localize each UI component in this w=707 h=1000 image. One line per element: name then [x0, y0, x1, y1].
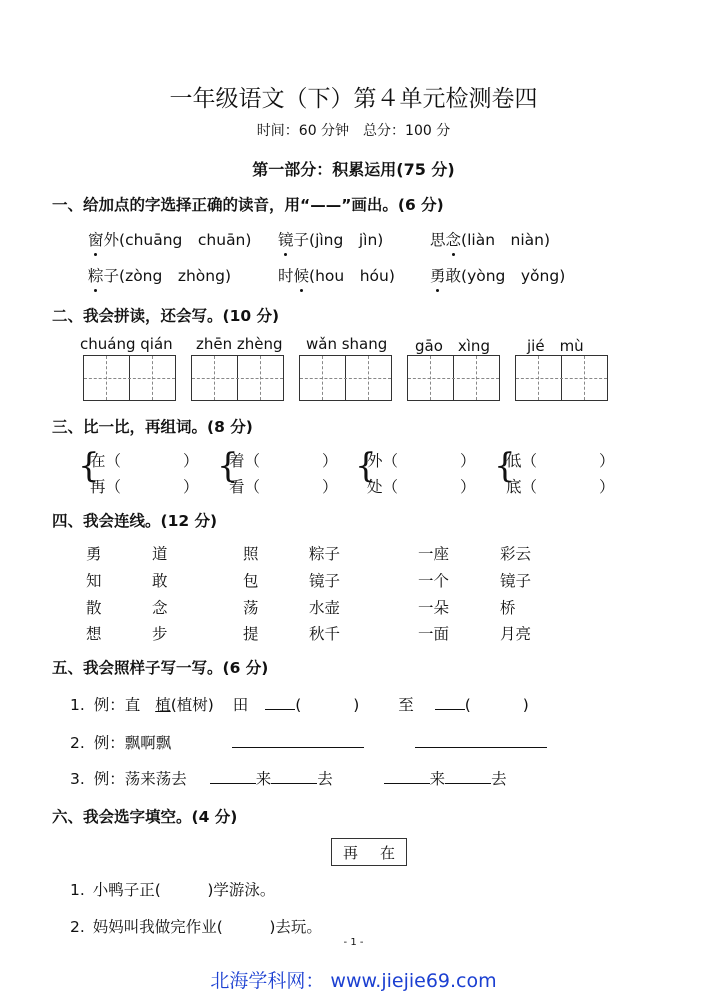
brace: {	[217, 446, 239, 486]
match-word[interactable]: 粽子	[309, 545, 341, 563]
compare-word: 低（ ）	[506, 452, 615, 470]
compare-word: 外（ ）	[367, 452, 476, 470]
brace: {	[78, 446, 100, 486]
compare-word: 在（ ）	[90, 452, 199, 470]
answer-blank[interactable]	[384, 769, 430, 784]
match-char[interactable]: 想	[86, 625, 102, 643]
answer-blank[interactable]	[232, 733, 364, 748]
reading-item: 粽子(zòng zhòng)	[88, 267, 231, 285]
pinyin-2: zhēn zhèng	[196, 335, 283, 353]
writing-grid[interactable]	[515, 355, 608, 401]
match-word[interactable]: 镜子	[309, 572, 341, 590]
match-word[interactable]: 一个	[418, 572, 450, 590]
writing-grid[interactable]	[83, 355, 176, 401]
compare-word: 底（ ）	[506, 478, 615, 496]
pinyin-1: chuáng qián	[80, 335, 173, 353]
match-word[interactable]: 水壶	[309, 599, 341, 617]
pinyin-5: jié mù	[527, 337, 584, 355]
match-char[interactable]: 道	[152, 545, 168, 563]
section-2-heading: 二、我会拼读，还会写。(10 分)	[52, 307, 280, 325]
fill-question-1[interactable]: 1. 小鸭子正( )学游泳。	[70, 881, 276, 899]
compare-word: 处（ ）	[367, 478, 476, 496]
example-line-3: 3. 例：荡来荡去 来 去 来 去	[70, 770, 507, 788]
fill-question-2[interactable]: 2. 妈妈叫我做完作业( )去玩。	[70, 918, 322, 936]
answer-blank[interactable]	[210, 769, 256, 784]
choice-word: 再	[342, 843, 358, 862]
match-char[interactable]: 散	[86, 599, 102, 617]
example-line-2: 2. 例：飘啊飘	[70, 731, 547, 753]
section-1-heading: 一、给加点的字选择正确的读音，用“——”画出。(6 分)	[52, 196, 444, 214]
match-char[interactable]: 提	[243, 625, 259, 643]
pinyin-3: wǎn shang	[306, 335, 388, 353]
match-word[interactable]: 彩云	[500, 545, 532, 563]
compare-word: 着（ ）	[229, 452, 338, 470]
match-char[interactable]: 包	[243, 572, 259, 590]
section-3-heading: 三、比一比，再组词。(8 分)	[52, 418, 253, 436]
reading-item: 勇敢(yòng yǒng)	[430, 267, 566, 285]
match-char[interactable]: 照	[243, 545, 259, 563]
compare-word: 看（ ）	[229, 478, 338, 496]
reading-item: 镜子(jìng jìn)	[278, 231, 384, 249]
footer-website[interactable]: 北海学科网： www.jiejie69.com	[210, 970, 497, 992]
match-word[interactable]: 一朵	[418, 599, 450, 617]
section-5-heading: 五、我会照样子写一写。(6 分)	[52, 659, 269, 677]
answer-blank[interactable]	[435, 695, 465, 710]
match-char[interactable]: 步	[152, 625, 168, 643]
match-char[interactable]: 荡	[243, 599, 259, 617]
compare-word: 再（ ）	[90, 478, 199, 496]
page-number: - 1 -	[343, 937, 364, 948]
reading-item: 时候(hou hóu)	[278, 267, 395, 285]
choice-word: 在	[379, 843, 395, 862]
match-word[interactable]: 镜子	[500, 572, 532, 590]
answer-blank[interactable]	[445, 769, 491, 784]
writing-grid[interactable]	[191, 355, 284, 401]
match-char[interactable]: 知	[86, 572, 102, 590]
exam-meta: 时间：60 分钟 总分：100 分	[256, 123, 451, 139]
reading-item: 窗外(chuāng chuān)	[88, 231, 252, 249]
writing-grid[interactable]	[407, 355, 500, 401]
brace: {	[494, 446, 516, 486]
match-word[interactable]: 桥	[500, 599, 516, 617]
word-choice-box	[331, 838, 407, 866]
match-char[interactable]: 勇	[86, 545, 102, 563]
reading-item: 思念(liàn niàn)	[430, 231, 551, 249]
answer-blank[interactable]	[415, 733, 547, 748]
pinyin-4: gāo xìng	[415, 337, 490, 355]
match-char[interactable]: 敢	[152, 572, 168, 590]
match-word[interactable]: 秋千	[309, 625, 341, 643]
answer-blank[interactable]	[271, 769, 317, 784]
match-char[interactable]: 念	[152, 599, 168, 617]
part-heading: 第一部分：积累运用(75 分)	[252, 160, 455, 179]
example-line-1: 1. 例：直 植(植树) 田 ( ) 至 ( )	[70, 696, 529, 714]
match-word[interactable]: 一座	[418, 545, 450, 563]
section-6-heading: 六、我会选字填空。(4 分)	[52, 808, 238, 826]
answer-blank[interactable]	[265, 695, 295, 710]
page-title: 一年级语文（下）第４单元检测卷四	[169, 86, 538, 112]
match-word[interactable]: 月亮	[500, 625, 532, 643]
section-4-heading: 四、我会连线。(12 分)	[52, 512, 218, 530]
brace: {	[355, 446, 377, 486]
writing-grid[interactable]	[299, 355, 392, 401]
match-word[interactable]: 一面	[418, 625, 450, 643]
